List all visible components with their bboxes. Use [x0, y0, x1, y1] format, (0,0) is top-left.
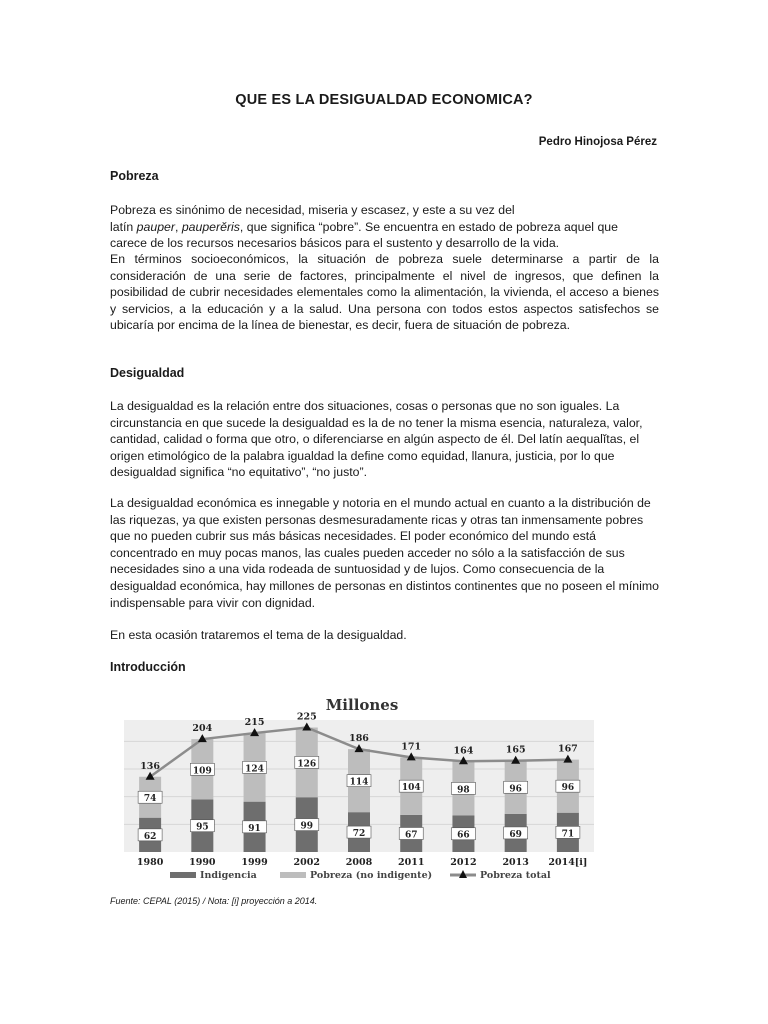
- data-label-pobreza: 96: [509, 784, 522, 795]
- data-label-pobreza: 126: [297, 759, 317, 770]
- x-tick-label: 2011: [397, 857, 425, 868]
- data-label-pobreza: 104: [401, 783, 421, 794]
- data-label-total: 136: [140, 760, 161, 772]
- chart-title: Millones: [325, 696, 399, 714]
- data-label-total: 164: [453, 745, 474, 757]
- pobreza-line-1: Pobreza es sinónimo de necesidad, miseria y escasez, y este a su vez del: [110, 203, 515, 217]
- data-label-pobreza: 114: [349, 777, 369, 788]
- paragraph-desigualdad-1: La desigualdad es la relación entre dos situaciones, cosas o personas que no son iguales. La circunstancia en que sucede la desigualdad es la de no tener la misma esencia, naturaleza, valor, cantidad, calidad o forma que otro, o diferenciarse en algún aspecto de él. Del latín aequalĭtas, el origen etimológico de la palabra igualdad la define como equidad, llanura, justicia, por lo que desigualdad significa “no equitativo”, “no justo”.: [110, 399, 643, 480]
- chart-svg: [110, 692, 600, 892]
- data-label-pobreza: 109: [192, 766, 212, 777]
- x-tick-label: 1990: [189, 857, 216, 868]
- data-label-pobreza: 96: [561, 783, 575, 794]
- data-label-total: 204: [192, 723, 213, 735]
- heading-desigualdad: Desigualdad: [110, 366, 185, 380]
- pobreza-line-2: [110, 219, 659, 236]
- latin-term-pauper: pauper: [136, 219, 175, 234]
- data-label-total: 215: [244, 717, 265, 729]
- legend-swatch: [170, 872, 196, 878]
- x-tick-label: 2013: [502, 857, 529, 868]
- data-label-indigencia: 69: [509, 829, 522, 840]
- legend-label: Pobreza (no indigente): [310, 870, 433, 881]
- x-tick-label: 1999: [241, 857, 268, 868]
- data-label-pobreza: 98: [457, 785, 470, 796]
- poverty-chart: [110, 692, 600, 892]
- legend-label: Pobreza total: [480, 870, 551, 881]
- data-label-total: 186: [349, 733, 369, 745]
- text-segment: latín: [110, 219, 137, 234]
- data-label-indigencia: 72: [352, 829, 366, 840]
- data-label-indigencia: 71: [561, 829, 575, 840]
- legend-swatch: [280, 872, 306, 878]
- heading-introduccion: Introducción: [110, 660, 186, 674]
- text-segment: ,: [174, 219, 182, 234]
- pobreza-line-3: carece de los recursos necesarios básicos para el sustento y desarrollo de la vida.: [110, 236, 560, 251]
- x-tick-label: 1980: [136, 857, 164, 868]
- data-label-indigencia: 99: [300, 821, 314, 832]
- data-label-indigencia: 66: [457, 830, 470, 841]
- document-title: QUE ES LA DESIGUALDAD ECONOMICA?: [235, 92, 533, 108]
- legend-label: Indigencia: [200, 870, 257, 881]
- paragraph-desigualdad-2: La desigualdad económica es innegable y notoria en el mundo actual en cuanto a la distribución de las riquezas, ya que existen personas desmesuradamente ricas y otras tan inmensamente pobres que no pueden cubrir sus más básicas necesidades. El poder económico del mundo está concentrado en muy pocas manos, las cuales pueden acceder no sólo a la satisfacción de sus necesidades sino a una vida rodeada de suntuosidad y de lujos. Como consecuencia de la desigualdad económica, hay millones de personas en distintos continentes que no poseen el mínimo indispensable para vivir con dignidad.: [110, 496, 659, 610]
- heading-pobreza: Pobreza: [110, 169, 159, 183]
- latin-term-pauperis: pauperĕris: [181, 219, 240, 234]
- paragraph-pobreza-1: [110, 202, 659, 252]
- data-label-indigencia: 67: [404, 830, 418, 841]
- x-tick-label: 2002: [293, 857, 321, 868]
- x-tick-label: 2008: [345, 857, 373, 868]
- paragraph-pobreza-2: En términos socioeconómicos, la situación de pobreza suele determinarse a partir de la consideración de una serie de factores, principalmente el nivel de ingresos, que definen la posibilidad de cubrir necesidades elementales como la alimentación, la vivienda, el acceso a bienes y servicios, a la educación y a la salud. Una persona con todos estos aspectos satisfechos se ubicaría por encima de la línea de bienestar, es decir, fuera de situación de pobreza.: [110, 252, 659, 333]
- data-label-total: 225: [296, 711, 317, 723]
- data-label-total: 167: [557, 743, 578, 755]
- data-label-indigencia: 91: [248, 823, 261, 834]
- data-label-total: 171: [401, 741, 422, 753]
- source-note: Fuente: CEPAL (2015) / Nota: [i] proyección a 2014.: [110, 896, 318, 906]
- data-label-total: 165: [505, 744, 526, 756]
- x-tick-label: 2012: [450, 857, 477, 868]
- data-label-pobreza: 124: [245, 764, 264, 775]
- x-tick-label: 2014[i]: [548, 857, 588, 868]
- text-segment: , que significa “pobre”. Se encuentra en estado de pobreza aquel que: [239, 219, 618, 234]
- author-name: Pedro Hinojosa Pérez: [538, 136, 657, 148]
- data-label-indigencia: 62: [143, 831, 157, 842]
- paragraph-desigualdad-3: En esta ocasión trataremos el tema de la desigualdad.: [110, 628, 407, 642]
- data-label-pobreza: 74: [143, 794, 157, 805]
- data-label-indigencia: 95: [196, 822, 209, 833]
